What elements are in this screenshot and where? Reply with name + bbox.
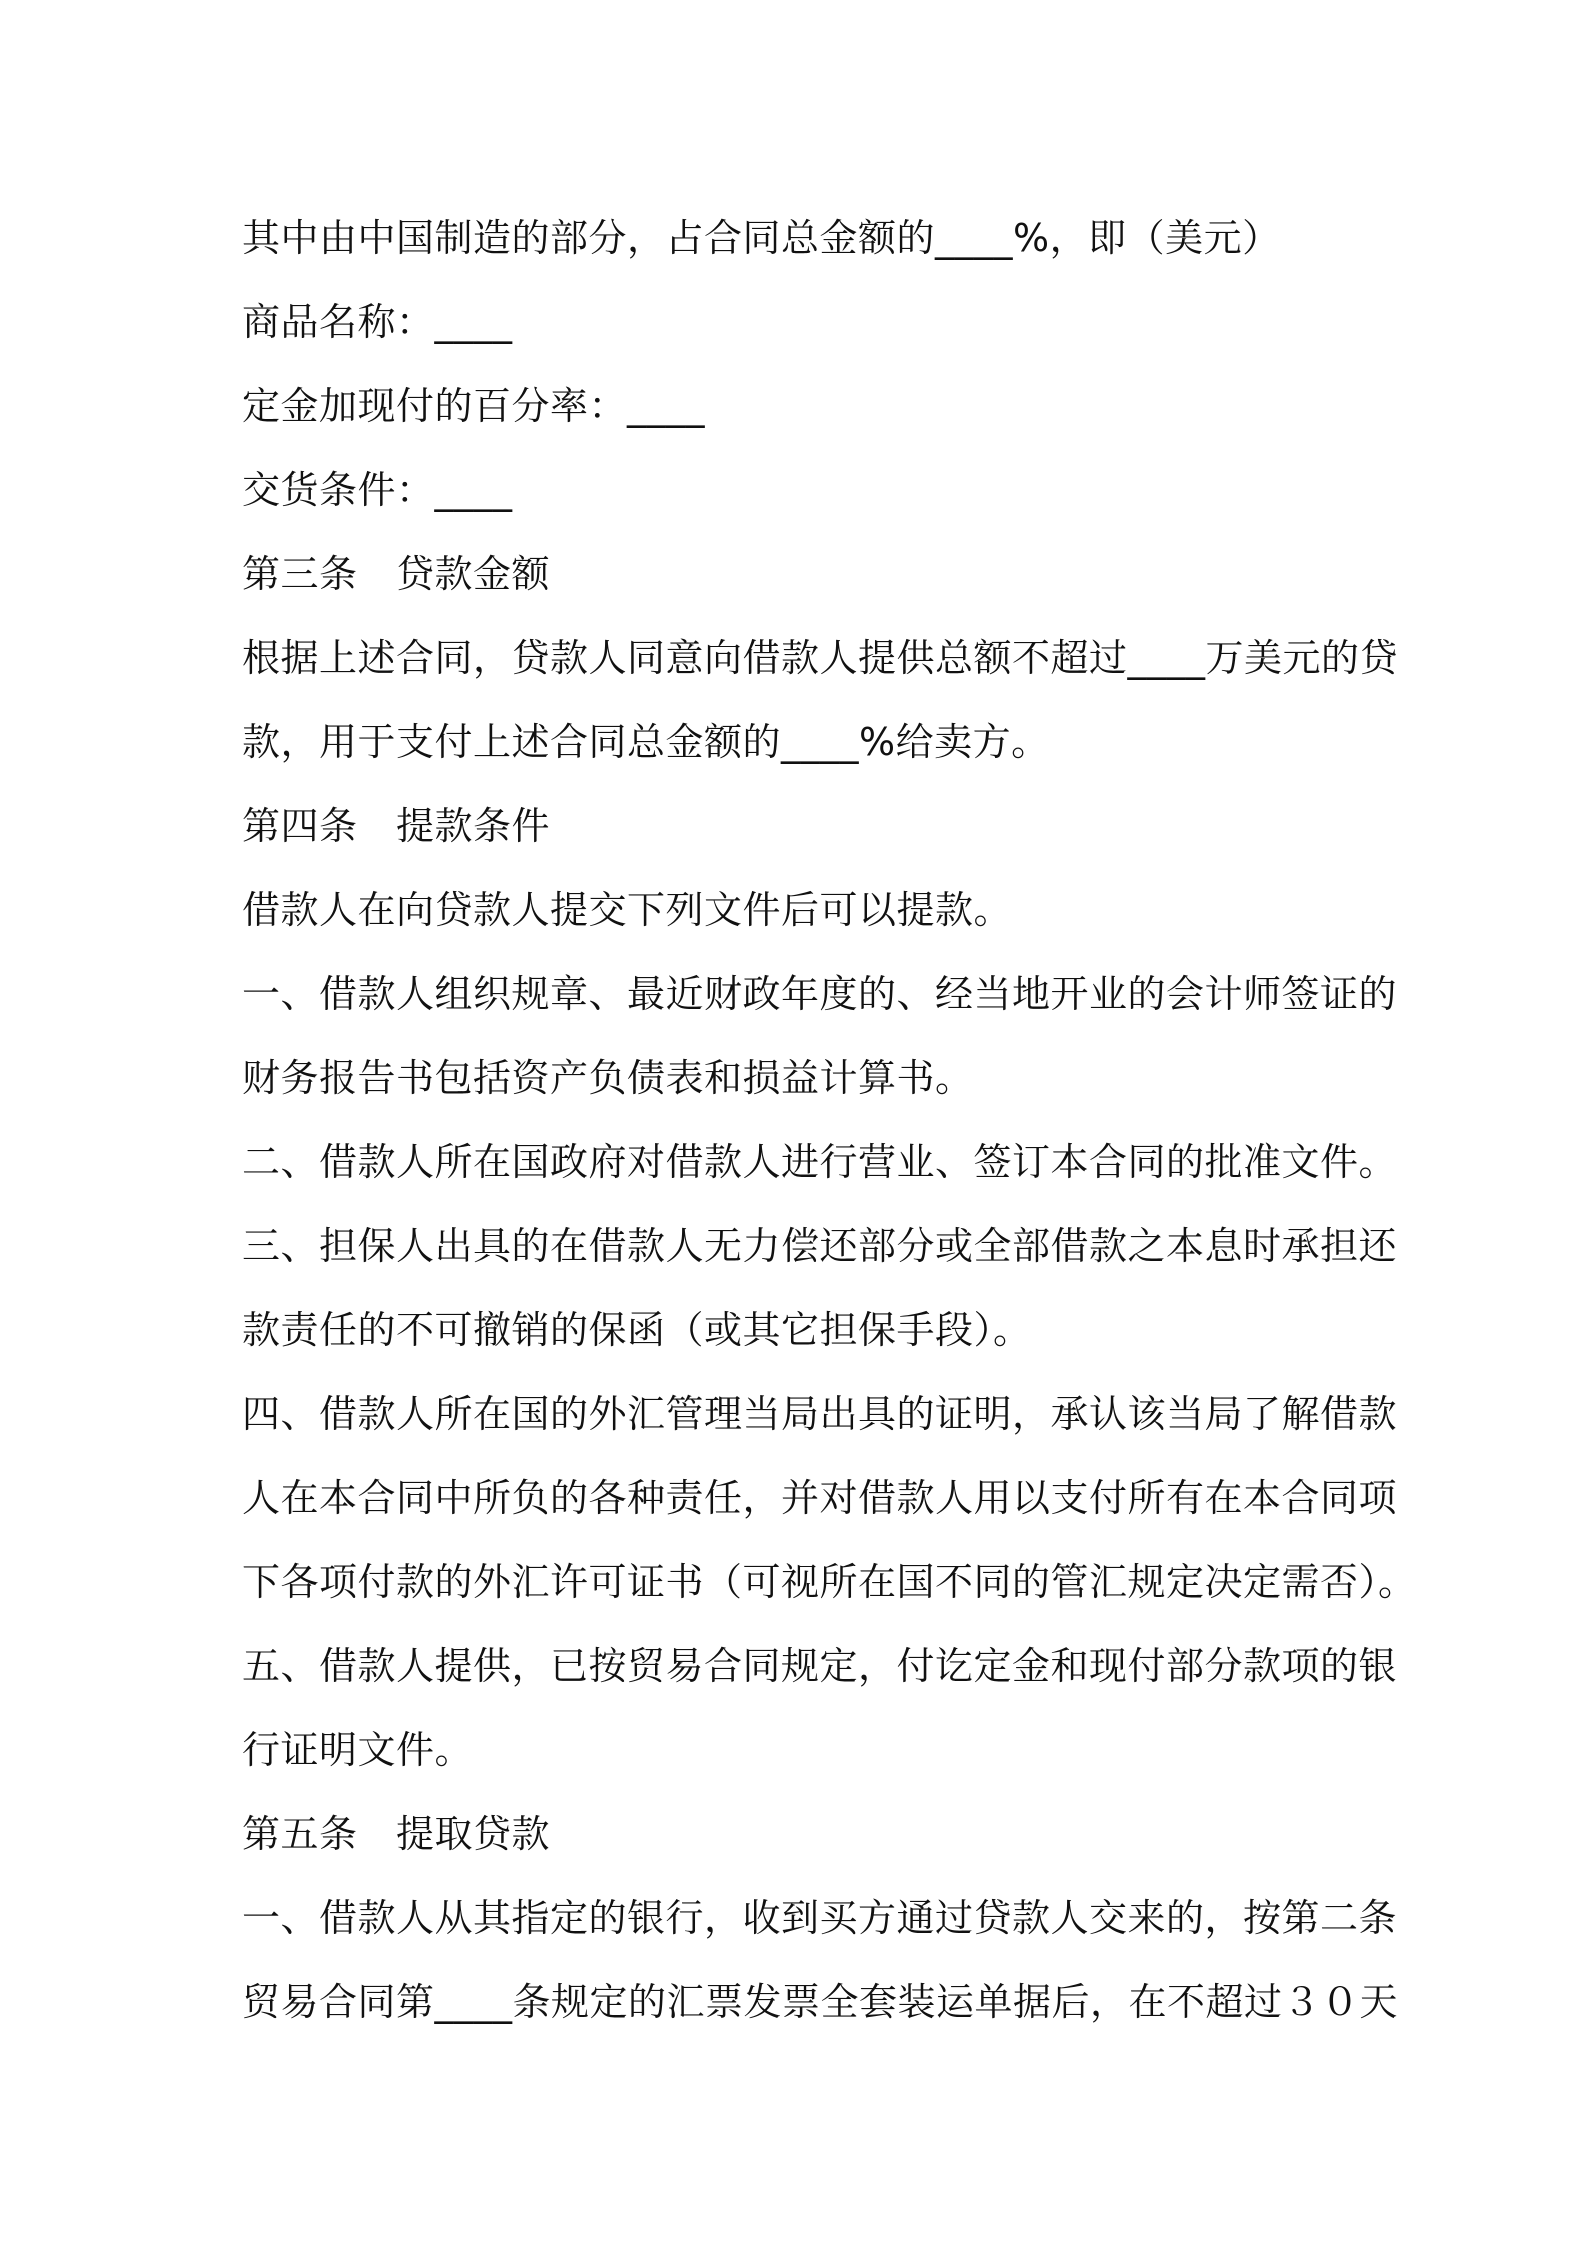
text-line: 款，用于支付上述合同总金额的____%给卖方。 — [242, 720, 1050, 764]
text-line: 一、借款人从其指定的银行，收到买方通过贷款人交来的，按第二条 — [242, 1896, 1398, 1940]
text-line: 借款人在向贷款人提交下列文件后可以提款。 — [242, 888, 1013, 932]
section-heading: 第三条 贷款金额 — [242, 552, 551, 596]
document-body — [242, 196, 1417, 2044]
text-line: 根据上述合同，贷款人同意向借款人提供总额不超过____万美元的贷 — [242, 636, 1399, 680]
text-line: 其中由中国制造的部分，占合同总金额的____%，即（美元） — [242, 216, 1281, 260]
text-line: 定金加现付的百分率：____ — [242, 384, 706, 428]
text-line: 商品名称：____ — [242, 300, 513, 344]
text-line: 四、借款人所在国的外汇管理当局出具的证明，承认该当局了解借款 — [242, 1392, 1398, 1436]
text-line: 三、担保人出具的在借款人无力偿还部分或全部借款之本息时承担还 — [242, 1224, 1398, 1268]
text-line: 下各项付款的外汇许可证书（可视所在国不同的管汇规定决定需否）。 — [242, 1560, 1417, 1604]
text-line: 行证明文件。 — [242, 1728, 474, 1772]
text-line: 财务报告书包括资产负债表和损益计算书。 — [242, 1056, 974, 1100]
text-line: 二、借款人所在国政府对借款人进行营业、签订本合同的批准文件。 — [242, 1140, 1398, 1184]
text-line: 款责任的不可撤销的保函（或其它担保手段）。 — [242, 1308, 1032, 1352]
text-line: 贸易合同第____条规定的汇票发票全套装运单据后，在不超过３０天 — [242, 1980, 1399, 2024]
section-heading: 第四条 提款条件 — [242, 804, 551, 848]
text-line: 人在本合同中所负的各种责任，并对借款人用以支付所有在本合同项 — [242, 1476, 1398, 1520]
text-line: 一、借款人组织规章、最近财政年度的、经当地开业的会计师签证的 — [242, 972, 1398, 1016]
text-line: 交货条件：____ — [242, 468, 513, 512]
text-line: 五、借款人提供，已按贸易合同规定，付讫定金和现付部分款项的银 — [242, 1644, 1398, 1688]
section-heading: 第五条 提取贷款 — [242, 1812, 551, 1856]
